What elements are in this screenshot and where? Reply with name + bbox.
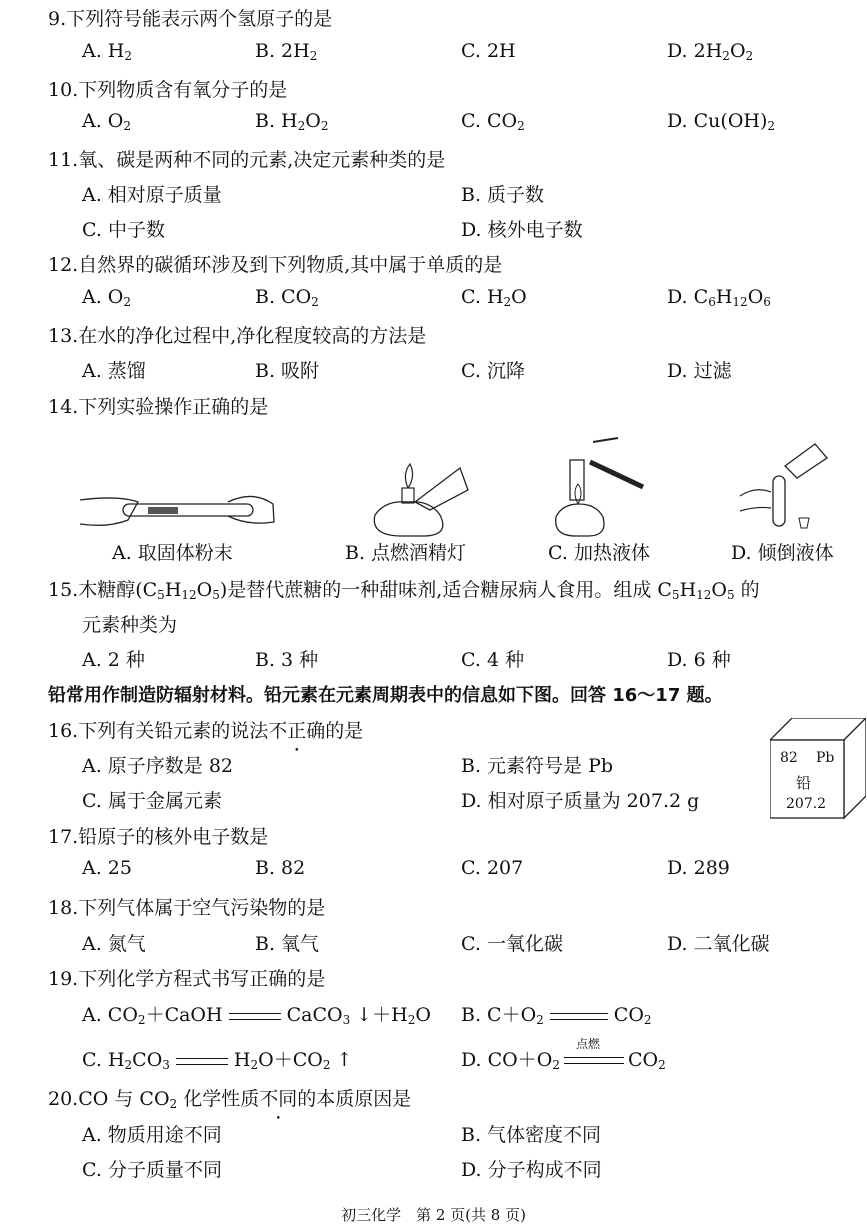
question-9-stem: 9.下列符号能表示两个氢原子的是 [48,8,333,30]
question-10-stem: 10.下列物质含有氧分子的是 [48,79,288,101]
q9-option-d[interactable]: D. $2H_2O_2$ [667,40,754,63]
q14-option-c[interactable]: C. 加热液体 [548,542,650,564]
alcohol-lamp-illustration [360,460,470,540]
q14-option-b[interactable]: B. 点燃酒精灯 [345,542,467,564]
question-19-stem: 19.下列化学方程式书写正确的是 [48,968,326,990]
q12-option-b[interactable]: B. $CO_2$ [255,286,319,309]
question-14-stem: 14.下列实验操作正确的是 [48,396,269,418]
q18-option-b[interactable]: B. 氧气 [255,933,320,955]
q10-option-b[interactable]: B. $H_2O_2$ [255,110,329,133]
q15-option-b[interactable]: B. 3 种 [255,649,319,671]
question-15-stem: 15.木糖醇$(C_5H_{12}O_5)$是替代蔗糖的一种甜味剂,适合糖尿病人食用。组成 $C_5H_{12}O_5$ 的 [48,579,760,602]
q18-option-c[interactable]: C. 一氧化碳 [461,933,563,955]
q16-option-c[interactable]: C. 属于金属元素 [82,790,222,812]
q15-option-c[interactable]: C. 4 种 [461,649,525,671]
element-name: 铅 [796,774,812,792]
precipitate-arrow-icon: ↓ [356,1004,373,1026]
page-footer: 初三化学 第 2 页(共 8 页) [341,1206,526,1224]
q10-option-d[interactable]: D. $Cu(OH)_2$ [667,110,776,133]
powder-test-tube-illustration [78,480,278,535]
q20-option-d[interactable]: D. 分子构成不同 [461,1159,602,1181]
q15-option-d[interactable]: D. 6 种 [667,649,731,671]
q16-option-a[interactable]: A. 原子序数是 82 [82,755,234,777]
q20-option-a[interactable]: A. 物质用途不同 [82,1124,222,1146]
q12-option-a[interactable]: A. $O_2$ [82,286,132,309]
equals-sign [564,1057,624,1064]
q9-option-a[interactable]: A. $H_2$ [82,40,133,63]
reaction-condition: 点燃 [575,1037,600,1051]
section-intro: 铅常用作制造防辐射材料。铅元素在元素周期表中的信息如下图。回答 16～17 题。 [48,685,723,706]
equals-sign [550,1013,608,1020]
question-13-stem: 13.在水的净化过程中,净化程度较高的方法是 [48,325,427,347]
q9-option-c[interactable]: C. 2H [461,40,516,62]
q11-option-c[interactable]: C. 中子数 [82,219,165,241]
question-15-stem-line2: 元素种类为 [82,614,178,636]
q13-option-a[interactable]: A. 蒸馏 [82,360,146,382]
equals-sign [229,1013,281,1020]
q16-option-d[interactable]: D. 相对原子质量为 207.2 g [461,790,700,812]
q13-option-b[interactable]: B. 吸附 [255,360,320,382]
q11-option-a[interactable]: A. 相对原子质量 [82,184,222,206]
q19-option-b[interactable]: B. $C+O_2$ $CO_2$ [461,1004,652,1027]
atomic-mass: 207.2 [786,796,827,812]
question-11-stem: 11.氧、碳是两种不同的元素,决定元素种类的是 [48,149,446,171]
q17-option-d[interactable]: D. 289 [667,857,730,879]
q12-option-d[interactable]: D. $C_6H_{12}O_6$ [667,286,771,309]
q12-option-c[interactable]: C. $H_2O$ [461,286,527,309]
q17-option-a[interactable]: A. 25 [82,857,132,879]
q19-option-d[interactable]: D. $CO+O_2$ 点燃 $CO_2$ [461,1037,666,1072]
q10-option-a[interactable]: A. $O_2$ [82,110,132,133]
q20-option-c[interactable]: C. 分子质量不同 [82,1159,222,1181]
question-16-stem: 16.下列有关铅元素的说法不正确的是 [48,720,364,742]
q9-option-b[interactable]: B. $2H_2$ [255,40,318,63]
pouring-liquid-illustration [735,436,830,536]
q17-option-c[interactable]: C. 207 [461,857,524,879]
q20-option-b[interactable]: B. 气体密度不同 [461,1124,602,1146]
q14-option-d[interactable]: D. 倾倒液体 [731,542,834,564]
q18-option-a[interactable]: A. 氮气 [82,933,146,955]
q10-option-c[interactable]: C. $CO_2$ [461,110,525,133]
q11-option-d[interactable]: D. 核外电子数 [461,219,583,241]
q19-option-a[interactable]: A. $CO_2+CaOH$ CaCO$_3$ $↓+H_2O$ [82,1004,431,1027]
atomic-number: 82 [780,750,798,766]
q18-option-d[interactable]: D. 二氧化碳 [667,933,770,955]
q13-option-c[interactable]: C. 沉降 [461,360,525,382]
emphasis-text: 不同 [259,1088,298,1110]
q11-option-b[interactable]: B. 质子数 [461,184,545,206]
q15-option-a[interactable]: A. 2 种 [82,649,145,671]
emphasis-text: 不正确 [268,720,326,742]
question-17-stem: 17.铅原子的核外电子数是 [48,826,269,848]
question-12-stem: 12.自然界的碳循环涉及到下列物质,其中属于单质的是 [48,254,503,276]
q16-option-b[interactable]: B. 元素符号是 Pb [461,755,614,777]
heating-liquid-illustration [548,432,658,537]
q13-option-d[interactable]: D. 过滤 [667,360,732,382]
gas-arrow-icon: ↑ [336,1049,353,1071]
question-18-stem: 18.下列气体属于空气污染物的是 [48,897,326,919]
question-20-stem: 20.CO 与 $CO_2$ 化学性质不同的本质原因是 [48,1088,412,1111]
q19-option-c[interactable]: C. $H_2CO_3$ $H_2O+CO_2$ ↑ [82,1049,353,1072]
element-symbol: Pb [816,750,835,766]
periodic-table-cell [770,718,856,818]
q14-option-a[interactable]: A. 取固体粉末 [112,542,233,564]
equals-sign [176,1058,228,1065]
q17-option-b[interactable]: B. 82 [255,857,306,879]
